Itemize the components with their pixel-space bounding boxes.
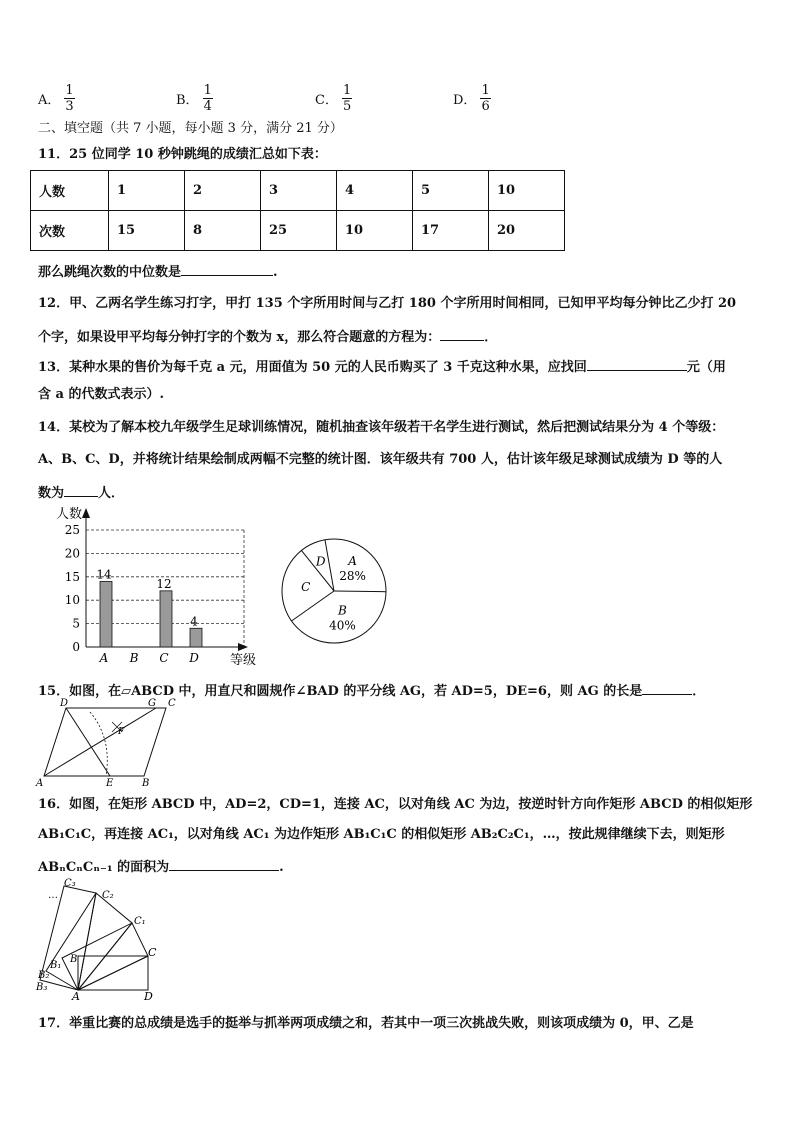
- bar-D: [190, 628, 202, 647]
- table-row: [31, 211, 565, 251]
- pie-label: B: [338, 603, 347, 618]
- table-cell: 5: [413, 171, 489, 211]
- fraction: $\frac{1}{6}$: [481, 82, 490, 114]
- pie-label: D: [315, 554, 326, 569]
- pie-label: A: [348, 554, 357, 569]
- y-tick-label: 0: [72, 640, 80, 654]
- table-cell: 人数: [31, 171, 109, 211]
- data-label: 14: [96, 567, 112, 582]
- point-label: A: [72, 990, 80, 1003]
- x-tick-label: B: [129, 651, 139, 665]
- x-axis-arrow: [238, 643, 248, 651]
- q15-text: 15．如图，在▱ABCD 中，用直尺和圆规作∠BAD 的平分线 AG，若 AD=5，DE=6，则 AG 的长是 ．: [38, 680, 705, 701]
- y-axis-label: 人数: [56, 507, 83, 522]
- answer-blank[interactable]: [169, 856, 279, 871]
- y-tick-label: 5: [72, 616, 80, 631]
- answer-blank[interactable]: [642, 680, 692, 695]
- table-cell: 25: [261, 211, 337, 251]
- q14-line2: A、B、C、D，并将统计结果绘制成两幅不完整的统计图．该年级共有 700 人，估计该年级足球测试成绩为 D 等的人: [38, 452, 723, 467]
- point-label: C₁: [134, 916, 146, 927]
- fraction: $\frac{1}{5}$: [342, 82, 352, 114]
- point-label: C: [168, 698, 176, 709]
- similar-rectangles-figure: [34, 876, 164, 1002]
- option-letter: C．: [315, 92, 338, 108]
- option-letter: D．: [453, 92, 477, 108]
- table-cell: 8: [185, 211, 261, 251]
- point-label: B: [70, 954, 78, 965]
- parallelogram-figure: [34, 698, 174, 790]
- fraction: $\frac{1}{3}$: [65, 82, 74, 114]
- table-cell: 4: [337, 171, 413, 211]
- pie-label: C: [301, 580, 311, 595]
- table-cell: 3: [261, 171, 337, 211]
- pie-percent-label: 40%: [329, 618, 356, 633]
- q11-text: 11．25 位同学 10 秒钟跳绳的成绩汇总如下表：: [38, 147, 327, 162]
- q16-line2: AB₁C₁C，再连接 AC₁，以对角线 AC₁ 为边作矩形 AB₁C₁C 的相似矩形 AB₂C₂C₁，…，按此规律继续下去，则矩形: [38, 827, 725, 842]
- table-cell: 10: [489, 171, 565, 211]
- table-cell: 15: [109, 211, 185, 251]
- fraction: $\frac{1}{4}$: [203, 82, 212, 114]
- table-cell: 次数: [31, 211, 109, 251]
- x-tick-label: D: [189, 651, 199, 665]
- point-label: D: [144, 990, 153, 1003]
- y-tick-label: 10: [64, 593, 80, 608]
- table-cell: 2: [185, 171, 261, 211]
- pie-percent-label: 28%: [339, 569, 366, 584]
- bar-A: [100, 581, 112, 647]
- point-label: B: [142, 778, 150, 789]
- data-label: 12: [156, 576, 172, 591]
- option-letter: A．: [38, 92, 61, 108]
- answer-blank[interactable]: [440, 326, 484, 341]
- q14-line3: 数为 人．: [38, 482, 124, 503]
- section-title: 二、填空题（共 7 小题，每小题 3 分，满分 21 分）: [38, 121, 343, 136]
- data-label: 4: [190, 614, 198, 629]
- option-d: [453, 80, 491, 116]
- point-label: D: [60, 698, 69, 709]
- answer-blank[interactable]: [64, 482, 98, 497]
- answer-blank[interactable]: [587, 356, 687, 371]
- pie-slice-B: [334, 591, 386, 592]
- x-tick-label: C: [159, 651, 169, 665]
- y-axis-arrow: [82, 508, 90, 518]
- y-tick-label: 25: [64, 523, 80, 537]
- q11-answer-line: 那么跳绳次数的中位数是 .: [38, 261, 278, 282]
- table-cell: 1: [109, 171, 185, 211]
- table-row: [31, 171, 565, 211]
- point-label: C: [148, 946, 157, 959]
- segment-de: [66, 708, 110, 776]
- q11-table: [30, 170, 565, 251]
- x-tick-label: A: [99, 651, 109, 665]
- point-label: G: [148, 698, 156, 709]
- bar-C: [160, 591, 172, 647]
- y-tick-label: 15: [64, 569, 80, 584]
- pie-slice-C: [292, 591, 334, 621]
- q16-line3: ABₙCₙCₙ₋₁ 的面积为 .: [38, 856, 284, 877]
- bisector-ag: [44, 708, 156, 776]
- option-a: [38, 80, 75, 116]
- q12-line2: 个字，如果设甲平均每分钟打字的个数为 x，那么符合题意的方程为： ．: [38, 326, 497, 347]
- pie-chart: [276, 536, 396, 646]
- point-label: A: [36, 778, 44, 789]
- bar-chart: [44, 502, 276, 670]
- point-label: C₃: [64, 878, 76, 889]
- x-axis-label: 等级: [230, 653, 257, 668]
- compass-arc: [90, 712, 107, 776]
- table-cell: 10: [337, 211, 413, 251]
- answer-blank[interactable]: [181, 261, 273, 276]
- point-label: B₁: [50, 960, 62, 971]
- point-label: B₂: [38, 970, 50, 981]
- option-c: [315, 80, 352, 116]
- point-label: F: [118, 727, 125, 737]
- y-tick-label: 20: [64, 546, 80, 561]
- point-label: C₂: [102, 890, 114, 901]
- table-cell: 17: [413, 211, 489, 251]
- diagonal: [78, 956, 148, 990]
- point-label: B₃: [36, 982, 48, 993]
- point-label: E: [106, 778, 114, 789]
- option-letter: B．: [176, 92, 199, 108]
- q14-line1: 14．某校为了解本校九年级学生足球训练情况，随机抽查该年级若干名学生进行测试，然后把测试结果分为 4 个等级：: [38, 420, 725, 435]
- q13-line2: 含 a 的代数式表示）.: [38, 387, 165, 402]
- q13-line1: 13．某种水果的售价为每千克 a 元，用面值为 50 元的人民币购买了 3 千克这种水果，应找回 元（用: [38, 356, 726, 377]
- option-b: [176, 80, 213, 116]
- table-cell: 20: [489, 211, 565, 251]
- q17-line1: 17．举重比赛的总成绩是选手的挺举与抓举两项成绩之和，若其中一项三次挑战失败，则该项成绩为 0，甲、乙是: [38, 1016, 694, 1031]
- pie-slice-A: [325, 540, 334, 591]
- point-label: …: [48, 890, 58, 901]
- q12-line1: 12．甲、乙两名学生练习打字，甲打 135 个字所用时间与乙打 180 个字所用时间相同，已知甲平均每分钟比乙少打 20: [38, 296, 737, 311]
- q16-line1: 16．如图，在矩形 ABCD 中，AD=2，CD=1，连接 AC，以对角线 AC 为边，按逆时针方向作矩形 ABCD 的相似矩形: [38, 797, 753, 812]
